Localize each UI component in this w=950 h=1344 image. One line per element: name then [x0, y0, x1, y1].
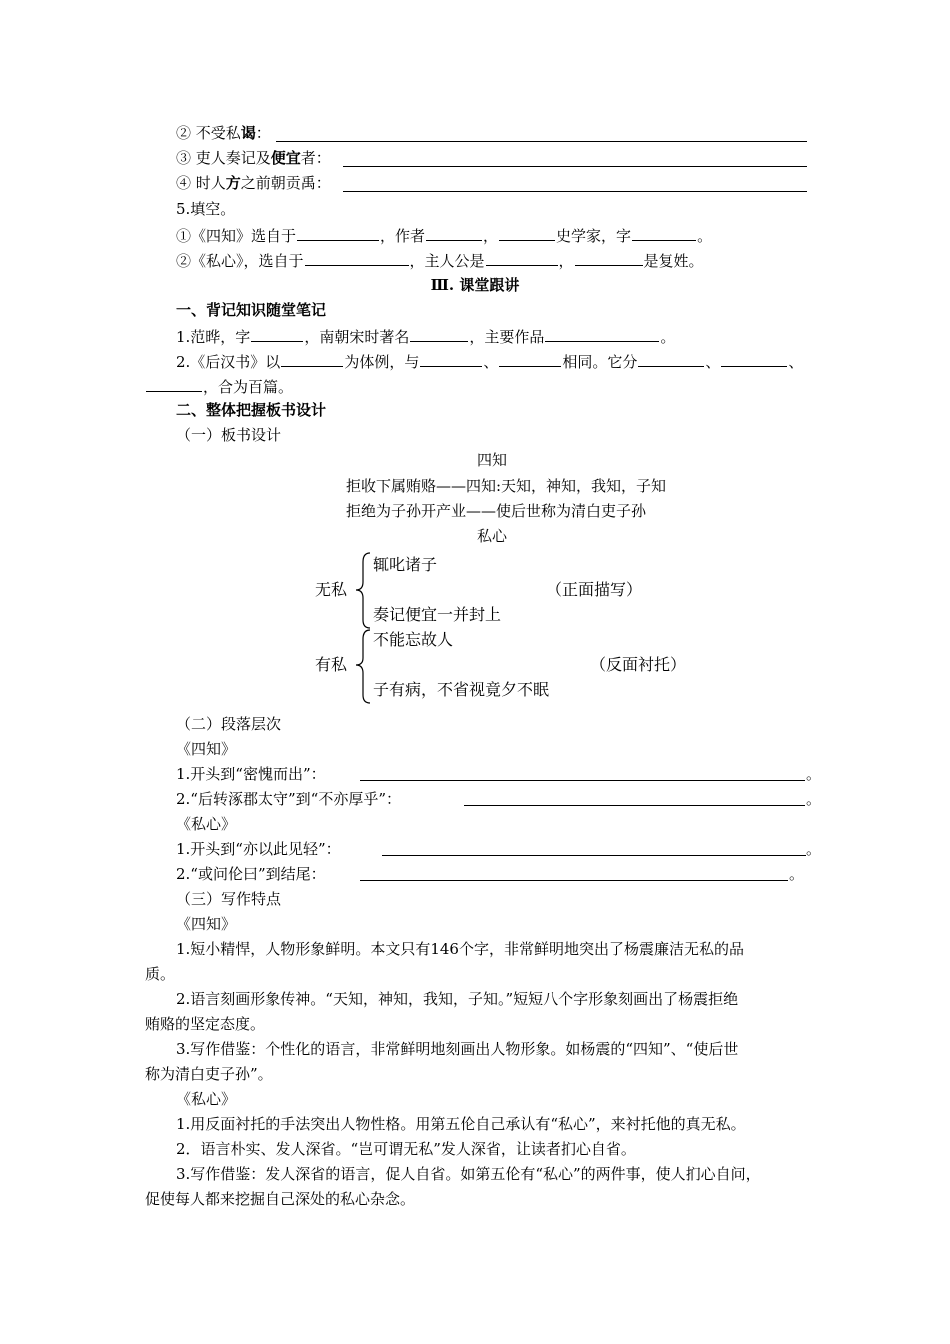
feature-2-cont: 贿赂的坚定态度。	[145, 1015, 266, 1033]
paragraph-item-3: 1.开头到“亦以此见轻”：	[176, 840, 341, 858]
work-title-sizhi: 《四知》	[176, 740, 237, 758]
feature-3-cont: 称为清白吏子孙”。	[145, 1065, 273, 1083]
board-yousi: 有私	[315, 655, 348, 674]
board-wusi-a: 辄叱诸子	[373, 555, 438, 574]
paragraph-item-1: 1.开头到“密愧而出”：	[176, 765, 326, 783]
fill-item-2: ② 不受私谒：	[176, 124, 271, 142]
feature-sixin-2: 2．语言朴实、发人深省。“岂可谓无私”发人深省，让读者扪心自省。	[176, 1140, 636, 1158]
feature-sixin-1: 1.用反面衬托的手法突出人物性格。用第五伦自己承认有“私心”，来衬托他的真无私。	[176, 1115, 746, 1133]
answer-line	[360, 880, 788, 881]
work-title-sizhi-2: 《四知》	[176, 915, 237, 933]
question-5-line-2: ②《私心》，选自于 ，主人公是 ， 是复姓。	[176, 249, 704, 271]
feature-3: 3.写作借鉴：个性化的语言，非常鲜明地刻画出人物形象。如杨震的“四知”、“使后世	[176, 1040, 739, 1058]
subheading-board: （一）板书设计	[176, 426, 282, 444]
board-wusi-b: 奏记便宜一并封上	[373, 605, 502, 624]
board-wusi-note: （正面描写）	[546, 580, 643, 599]
answer-line	[464, 805, 805, 806]
board-yousi-note: （反面衬托）	[590, 655, 687, 674]
board-row-1: 拒收下属贿赂——四知:天知，神知，我知，子知	[346, 477, 667, 495]
work-title-sixin: 《私心》	[176, 815, 237, 833]
question-5-title: 5.填空。	[176, 200, 236, 218]
answer-line	[382, 855, 806, 856]
notes-line-2: 2.《后汉书》以 为体例，与 、 相同。它分 、 、	[176, 350, 803, 372]
answer-line	[343, 166, 807, 167]
heading-1: 一、背记知识随堂笔记	[176, 301, 327, 319]
paragraph-item-2: 2.“后转涿郡太守”到“不亦厚乎”：	[176, 790, 401, 808]
board-yousi-b: 子有病，不省视竟夕不眠	[373, 680, 550, 699]
subheading-paragraphs: （二）段落层次	[176, 715, 282, 733]
board-row-2: 拒绝为子孙开产业——使后世称为清白吏子孙	[346, 502, 647, 520]
fill-item-3: ③ 吏人奏记及便宜者：	[176, 149, 331, 167]
notes-line-2-cont: ，合为百篇。	[145, 375, 293, 397]
board-title-sixin: 私心	[477, 527, 508, 545]
answer-line	[360, 780, 805, 781]
paragraph-item-4: 2.“或问伦曰”到结尾：	[176, 865, 326, 883]
heading-2: 二、整体把握板书设计	[176, 401, 327, 419]
board-title-sizhi: 四知	[477, 451, 508, 469]
period: 。	[806, 840, 822, 858]
answer-line	[276, 141, 807, 142]
notes-line-1: 1.范晔，字 ，南朝宋时著名 ，主要作品 。	[176, 325, 675, 347]
feature-2: 2.语言刻画形象传神。“天知，神知，我知，子知。”短短八个字形象刻画出了杨震拒绝	[176, 990, 739, 1008]
work-title-sixin-2: 《私心》	[176, 1090, 237, 1108]
section-heading: Ⅲ. 课堂跟讲	[430, 276, 520, 294]
period: 。	[806, 765, 822, 783]
feature-1: 1.短小精悍，人物形象鲜明。本文只有146个字，非常鲜明地突出了杨震廉洁无私的品	[176, 940, 744, 958]
feature-sixin-3-cont: 促使每人都来挖掘自己深处的私心杂念。	[145, 1190, 416, 1208]
feature-1-cont: 质。	[145, 965, 176, 983]
period: 。	[806, 790, 822, 808]
answer-line	[343, 191, 807, 192]
period: 。	[789, 865, 805, 883]
board-wusi: 无私	[315, 580, 348, 599]
fill-item-4: ④ 时人方之前朝贡禹：	[176, 174, 331, 192]
board-yousi-a: 不能忘故人	[373, 630, 454, 649]
feature-sixin-3: 3.写作借鉴：发人深省的语言，促人自省。如第五伦有“私心”的两件事，使人扪心自问，	[176, 1165, 761, 1183]
brace-icon	[350, 550, 380, 710]
question-5-line-1: ①《四知》选自于 ，作者 ， 史学家，字 。	[176, 224, 712, 246]
subheading-writing: （三）写作特点	[176, 890, 282, 908]
